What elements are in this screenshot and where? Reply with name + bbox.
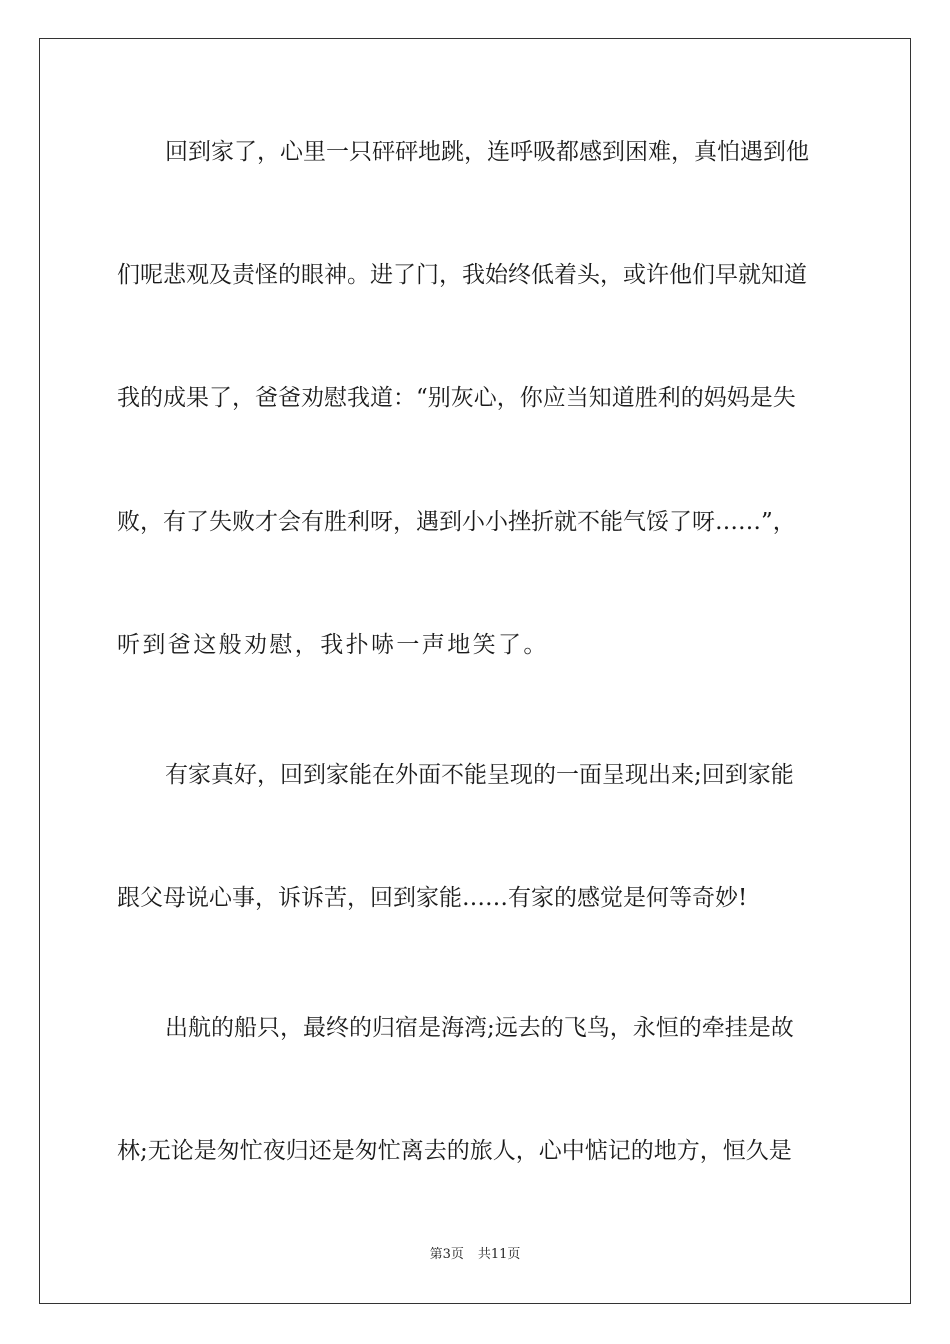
paragraph-line: 们呢悲观及责怪的眼神。进了门，我始终低着头，或许他们早就知道 xyxy=(117,262,807,288)
paragraph-line: 听到爸这般劝慰，我扑哧一声地笑了。 xyxy=(117,632,549,658)
paragraph-line: 败，有了失败才会有胜利呀，遇到小小挫折就不能气馁了呀……”， xyxy=(117,509,796,535)
paragraph-line: 跟父母说心事，诉诉苦，回到家能……有家的感觉是何等奇妙! xyxy=(117,885,748,911)
paragraph-line: 回到家了，心里一只砰砰地跳，连呼吸都感到困难，真怕遇到他 xyxy=(165,139,809,165)
paragraph-line: 出航的船只，最终的归宿是海湾;远去的飞鸟，永恒的牵挂是故 xyxy=(165,1015,794,1041)
paragraph-line: 林;无论是匆忙夜归还是匆忙离去的旅人，心中惦记的地方，恒久是 xyxy=(117,1138,792,1164)
paragraph-line: 我的成果了，爸爸劝慰我道：“别灰心，你应当知道胜利的妈妈是失 xyxy=(117,385,796,411)
page-footer xyxy=(0,1247,950,1263)
page-border xyxy=(39,38,911,1304)
current-page-label: 第3页 xyxy=(429,1247,464,1262)
paragraph-line: 有家真好，回到家能在外面不能呈现的一面呈现出来;回到家能 xyxy=(165,762,794,788)
total-pages-label: 共11页 xyxy=(477,1247,521,1262)
